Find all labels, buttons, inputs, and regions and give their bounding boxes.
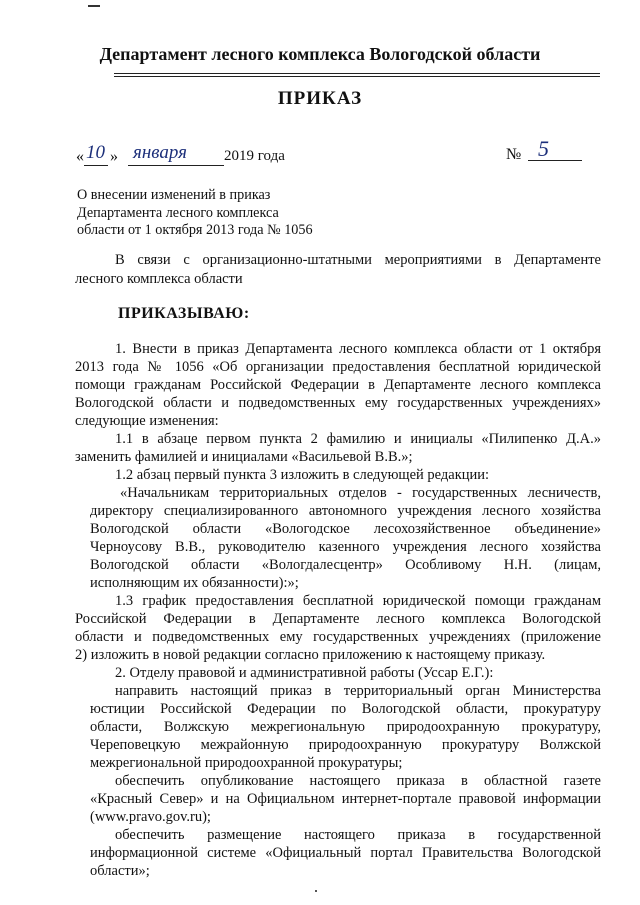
subject-line: Департамента лесного комплекса (77, 204, 279, 221)
body-line: информационной системе «Официальный портал Правительства Вологодской (90, 845, 601, 861)
subject-block (77, 187, 313, 240)
subject-line: О внесении изменений в приказ (77, 187, 271, 203)
body-line: юстиции Российской Федерации по Вологодской области, прокуратуру (90, 701, 601, 717)
subject-line: области от 1 октября 2013 года № 1056 (77, 222, 313, 238)
body-line: области»; (90, 863, 150, 879)
date-quote-open: « (76, 148, 84, 165)
body-line: Череповецкую межрайонную природоохранную прокуратуру Волжской (90, 737, 601, 753)
body-line: обеспечить размещение настоящего приказа в государственной (115, 827, 601, 843)
body-line: 1.2 абзац первый пункта 3 изложить в следующей редакции: (115, 467, 490, 483)
body-line: (www.pravo.gov.ru); (90, 809, 211, 825)
body-line: помощи гражданам Российской Федерации в Департаменте лесного комплекса (75, 377, 601, 393)
body-line: следующие изменения: (75, 413, 219, 429)
body-line: направить настоящий приказ в территориальный орган Министерства (115, 683, 601, 699)
body-line: исполняющим их обязанности):»; (90, 575, 299, 591)
body-line: заменить фамилией и инициалами «Васильевой В.В.»; (75, 449, 413, 465)
body-line: обеспечить опубликование настоящего приказа в областной газете (115, 773, 601, 789)
date-quote-close: » (110, 148, 118, 165)
preamble-line: В связи с организационно-штатными мероприятиями в Департаменте (115, 252, 601, 268)
body-line: Черноусову В.В., руководителю казенного учреждения лесного хозяйства (90, 539, 601, 555)
body-line: 2) изложить в новой редакции согласно приложению к настоящему приказу. (75, 647, 546, 663)
number-underline (528, 160, 582, 161)
body-line: Российской Федерации в Департаменте лесного комплекса Вологодской (75, 611, 601, 627)
body-line: директору специализированного автономного учреждения лесного хозяйства (90, 503, 601, 519)
order-verb: ПРИКАЗЫВАЮ: (118, 305, 250, 322)
body-line: межрегиональной природоохранной прокуратуры; (90, 755, 403, 771)
body-line: 2013 года № 1056 «Об организации предоставления бесплатной юридической (75, 359, 601, 375)
order-number-handwritten: 5 (538, 136, 549, 161)
body-line: 2. Отделу правовой и административной работы (Уссар Е.Г.): (115, 665, 494, 681)
date-day-underline (84, 165, 108, 166)
body-line: Вологодской области «Вологдалесцентр» Особливому Н.Н. (лицам, (90, 557, 601, 573)
body-line: области, Волжскую межрегиональную природоохранную прокуратуру, (90, 719, 601, 735)
body-line: 1. Внести в приказ Департамента лесного комплекса области от 1 октября (115, 341, 601, 357)
body-line: 1.1 в абзаце первом пункта 2 фамилию и инициалы «Пилипенко Д.А.» (115, 431, 601, 447)
department-header: Департамент лесного комплекса Вологодской области (99, 44, 541, 64)
body-line: 1.3 график предоставления бесплатной юридической помощи гражданам (115, 593, 601, 609)
header-rule-bottom (114, 76, 600, 77)
body-line: «Красный Север» и на Официальном интернет-портале правовой информации (90, 791, 601, 807)
scan-speck (315, 890, 317, 892)
body-line: «Начальникам территориальных отделов - государственных лесничеств, (120, 485, 601, 501)
scan-mark (88, 5, 100, 7)
preamble-line: лесного комплекса области (75, 271, 243, 287)
date-month-handwritten: января (133, 142, 187, 163)
date-year: 2019 года (224, 148, 285, 164)
number-sign: № (506, 146, 522, 163)
body-line: области и подведомственных ему государственных учреждениях (приложение (75, 629, 601, 645)
body-line: Вологодской области «Вологодское лесохозяйственное объединение» (90, 521, 601, 537)
header-rule-top (114, 73, 600, 74)
date-month-underline (128, 165, 224, 166)
date-day-handwritten: 10 (86, 142, 105, 163)
body-line: Вологодской области и подведомственных ему государственных учреждениях» (75, 395, 601, 411)
document-title: ПРИКАЗ (277, 88, 363, 109)
